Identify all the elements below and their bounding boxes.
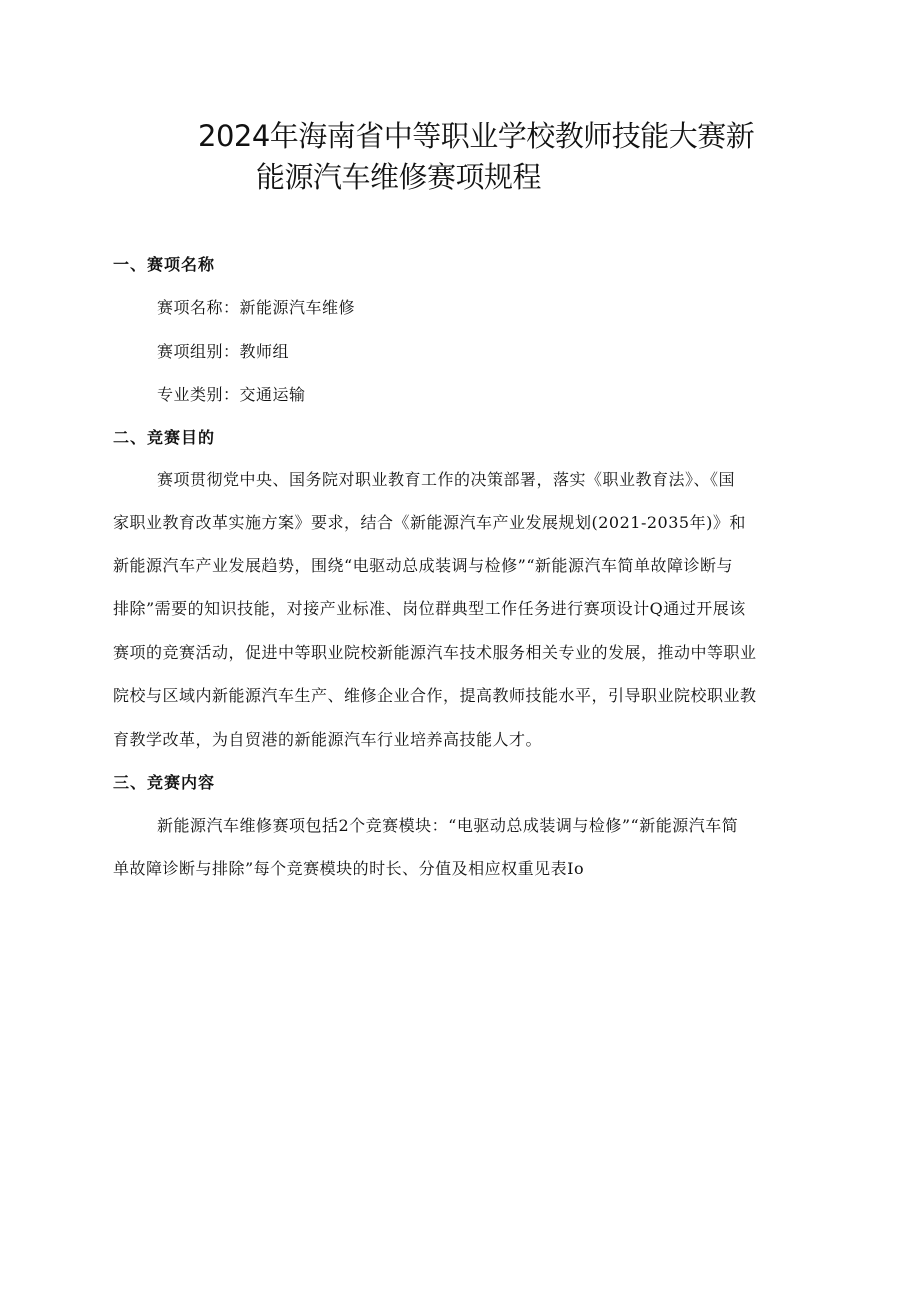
paragraph-line: 院校与区域内新能源汽车生产、维修企业合作，提高教师技能水平，引导职业院校职业教	[113, 686, 757, 705]
paragraph-line: 新能源汽车产业发展趋势，围绕“电驱动总成装调与检修”“新能源汽车简单故障诊断与	[113, 556, 734, 575]
document-title-line-1: 2024年海南省中等职业学校教师技能大赛新	[198, 119, 755, 153]
field-event-group: 赛项组别：教师组	[157, 342, 290, 361]
paragraph-line: 排除”需要的知识技能，对接产业标准、岗位群典型工作任务进行赛项设计Q通过开展该	[113, 599, 746, 618]
section-heading-event-name: 一、赛项名称	[113, 255, 216, 274]
paragraph-line: 家职业教育改革实施方案》要求，结合《新能源汽车产业发展规划(2021-2035年)》和	[113, 513, 746, 532]
section-heading-content: 三、竞赛内容	[113, 773, 216, 792]
paragraph-line: 单故障诊断与排除”每个竞赛模块的时长、分值及相应权重见表Io	[113, 859, 585, 878]
paragraph-line: 新能源汽车维修赛项包括2个竞赛模块：“电驱动总成装调与检修”“新能源汽车简	[157, 816, 739, 835]
paragraph-line: 赛项的竞赛活动，促进中等职业院校新能源汽车技术服务相关专业的发展，推动中等职业	[113, 643, 757, 662]
paragraph-line: 育教学改革，为自贸港的新能源汽车行业培养高技能人才。	[113, 730, 543, 749]
document-title-line-2: 能源汽车维修赛项规程	[256, 160, 542, 194]
paragraph-line: 赛项贯彻党中央、国务院对职业教育工作的决策部署，落实《职业教育法》、《国	[157, 470, 736, 489]
section-heading-purpose: 二、竞赛目的	[113, 428, 216, 447]
field-major-category: 专业类别：交通运输	[157, 385, 306, 404]
field-event-name: 赛项名称：新能源汽车维修	[157, 298, 356, 317]
